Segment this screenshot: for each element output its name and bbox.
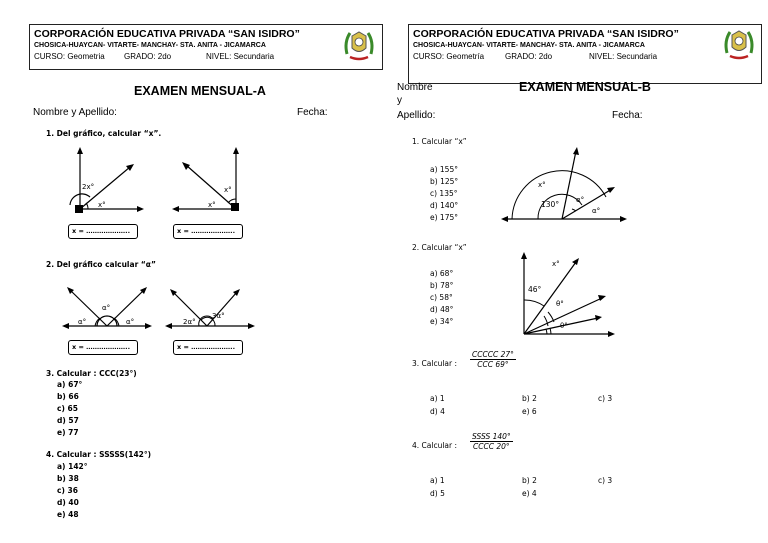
q4b-numerator: SSSS 140° (472, 432, 511, 441)
header-box-a (29, 24, 383, 70)
q3b-option[interactable]: e) 6 (522, 407, 537, 416)
figure-2a (62, 280, 152, 332)
q3a-option[interactable]: b) 66 (57, 392, 79, 401)
figure-q2-b (514, 250, 616, 338)
grade-label: GRADO: 2do (124, 52, 172, 61)
grade-label: GRADO: 2do (505, 52, 553, 61)
fig1a-bottom-label: x° (98, 201, 106, 209)
level-label: NIVEL: Secundaria (589, 52, 658, 61)
school-logo (342, 28, 376, 62)
fig-q2b-46: 46° (528, 285, 542, 294)
q1b-option[interactable]: c) 135° (430, 189, 458, 198)
q4b-denominator: CCCC 20° (473, 442, 510, 451)
question-1-b: 1. Calcular “x” (412, 137, 467, 146)
q3b-option[interactable]: a) 1 (430, 394, 445, 403)
q2b-option[interactable]: e) 34° (430, 317, 454, 326)
fig-q2b-theta-2: θ° (560, 322, 568, 330)
q4a-option[interactable]: c) 36 (57, 486, 78, 495)
fig-q2b-x: x° (552, 260, 560, 268)
q4b-option[interactable]: c) 3 (598, 476, 613, 485)
q3a-option[interactable]: d) 57 (57, 416, 79, 425)
q3b-option[interactable]: d) 4 (430, 407, 445, 416)
fig2a-left-label: α° (78, 318, 87, 326)
q4b-option[interactable]: a) 1 (430, 476, 445, 485)
header-box-b (408, 24, 762, 84)
q1b-option[interactable]: a) 155° (430, 165, 458, 174)
fig2b-right-label: 3α° (212, 312, 225, 320)
course-label: CURSO: Geometria (34, 52, 105, 61)
name-label-b-3: Apellido: (397, 110, 436, 121)
fig-q1b-130: 130° (541, 200, 560, 209)
q3b-fraction (470, 350, 516, 369)
fig2a-top-label: α° (102, 304, 111, 312)
question-2-a: 2. Del gráfico calcular “α” (46, 260, 156, 269)
q4b-option[interactable]: b) 2 (522, 476, 537, 485)
fig-q1b-alpha-1: α° (576, 196, 585, 204)
q3b-option[interactable]: c) 3 (598, 394, 613, 403)
level-label: NIVEL: Secundaria (206, 52, 275, 61)
name-label-b-2: y (397, 95, 402, 106)
question-1-a: 1. Del gráfico, calcular “x”. (46, 129, 162, 138)
fig1a-top-label: 2x° (82, 183, 95, 191)
fig1b-label-2: x° (208, 201, 216, 209)
figure-1a (60, 145, 145, 217)
q2b-option[interactable]: b) 78° (430, 281, 454, 290)
answer-box-1b[interactable]: x = ……………….. (173, 224, 243, 239)
name-label-b-1: Nombre (397, 82, 433, 93)
question-4-a: 4. Calcular : SSSSS(142°) (46, 450, 152, 459)
q1b-option[interactable]: e) 175° (430, 213, 458, 222)
question-2-b: 2. Calcular “x” (412, 243, 467, 252)
q2b-option[interactable]: d) 48° (430, 305, 454, 314)
q3a-option[interactable]: e) 77 (57, 428, 79, 437)
q3b-denominator: CCC 69° (477, 360, 509, 369)
figure-q1-b (500, 145, 628, 225)
fig-q2b-theta-1: θ° (556, 300, 564, 308)
school-name: CORPORACIÓN EDUCATIVA PRIVADA “SAN ISIDRO” (413, 28, 679, 40)
answer-box-1a[interactable]: x = ……………….. (68, 224, 138, 239)
q1b-option[interactable]: d) 140° (430, 201, 459, 210)
school-locations: CHOSICA-HUAYCAN- VITARTE- MANCHAY- STA. ANITA - JICAMARCA (34, 42, 266, 49)
name-label-a: Nombre y Apellido: (33, 107, 117, 118)
answer-box-2a[interactable]: x = ……………….. (68, 340, 138, 355)
q2b-option[interactable]: a) 68° (430, 269, 454, 278)
q4a-option[interactable]: d) 40 (57, 498, 79, 507)
q4a-option[interactable]: b) 38 (57, 474, 79, 483)
figure-2b (165, 286, 255, 332)
exam-b-title: EXAMEN MENSUAL-B (519, 80, 651, 94)
school-logo (722, 27, 756, 61)
q1b-option[interactable]: b) 125° (430, 177, 459, 186)
figure-1b (170, 145, 245, 217)
q4a-option[interactable]: a) 142° (57, 462, 88, 471)
date-label-a: Fecha: (297, 107, 328, 118)
exam-a-title: EXAMEN MENSUAL-A (134, 84, 266, 98)
fig-q1b-x: x° (538, 181, 546, 189)
fig1b-label-1: x° (224, 186, 232, 194)
fig2a-right-label: α° (126, 318, 135, 326)
question-3-a: 3. Calcular : CCC(23°) (46, 369, 137, 378)
question-4-b: 4. Calcular : (412, 441, 458, 450)
fig2b-left-label: 2α° (183, 318, 196, 326)
date-label-b: Fecha: (612, 110, 643, 121)
q3a-option[interactable]: c) 65 (57, 404, 78, 413)
school-locations: CHOSICA-HUAYCAN- VITARTE- MANCHAY- STA. ANITA - JICAMARCA (413, 42, 645, 49)
q4b-option[interactable]: d) 5 (430, 489, 445, 498)
q3a-option[interactable]: a) 67° (57, 380, 83, 389)
question-3-b: 3. Calcular : (412, 359, 458, 368)
q3b-numerator: CCCCC 27° (472, 350, 514, 359)
q4b-option[interactable]: e) 4 (522, 489, 537, 498)
q2b-option[interactable]: c) 58° (430, 293, 453, 302)
q3b-option[interactable]: b) 2 (522, 394, 537, 403)
answer-box-2b[interactable]: x = ……………….. (173, 340, 243, 355)
fig-q1b-alpha-2: α° (592, 207, 601, 215)
q4b-fraction (470, 432, 513, 451)
q4a-option[interactable]: e) 48 (57, 510, 79, 519)
course-label: CURSO: Geometría (413, 52, 485, 61)
school-name: CORPORACIÓN EDUCATIVA PRIVADA “SAN ISIDRO” (34, 28, 300, 40)
